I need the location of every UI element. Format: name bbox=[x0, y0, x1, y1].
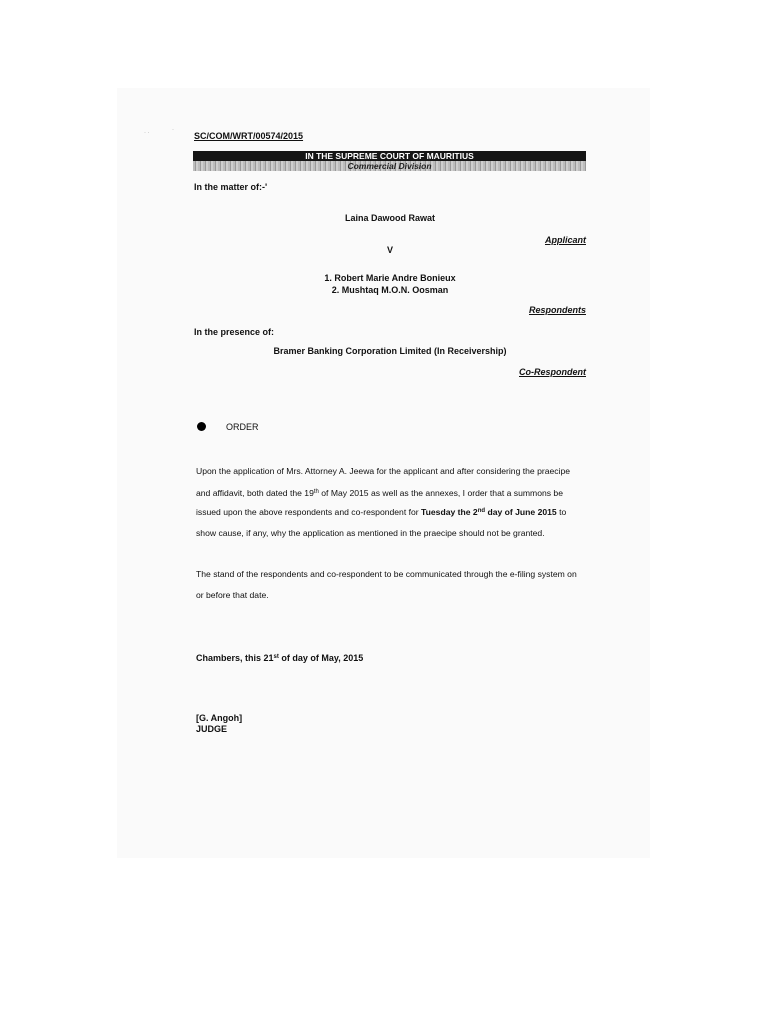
co-respondent-role: Co-Respondent bbox=[519, 367, 586, 377]
co-respondent-name: Bramer Banking Corporation Limited (In Receivership) bbox=[273, 346, 507, 356]
judge-name: [G. Angoh] bbox=[196, 713, 243, 723]
matter-of-label: In the matter of:-' bbox=[194, 182, 268, 192]
applicant-role: Applicant bbox=[544, 235, 586, 245]
order-line-4: show cause, if any, why the application as mentioned in the praecipe should not be granted. bbox=[196, 528, 545, 538]
order-line-3: issued upon the above respondents and co-respondent for Tuesday the 2nd day of June 2015 to bbox=[196, 507, 567, 517]
judge-title: JUDGE bbox=[196, 724, 228, 734]
respondent-1: 1. Robert Marie Andre Bonieux bbox=[324, 273, 456, 283]
order-line-6: or before that date. bbox=[196, 590, 269, 600]
order-line-5: The stand of the respondents and co-respondent to be communicated through the e-filing system on bbox=[196, 569, 577, 579]
order-line-1: Upon the application of Mrs. Attorney A. Jeewa for the applicant and after considering the praecipe bbox=[196, 466, 571, 476]
versus-label: V bbox=[386, 245, 393, 255]
applicant-name: Laina Dawood Rawat bbox=[344, 213, 435, 223]
chambers-date: Chambers, this 21st of day of May, 2015 bbox=[196, 653, 364, 663]
court-title: IN THE SUPREME COURT OF MAURITIUS bbox=[193, 151, 586, 161]
respondent-2: 2. Mushtaq M.O.N. Oosman bbox=[331, 285, 449, 295]
case-number: SC/COM/WRT/00574/2015 bbox=[194, 131, 304, 141]
court-division: Commercial Division bbox=[193, 161, 586, 171]
respondents-role: Respondents bbox=[528, 305, 586, 315]
order-heading: ORDER bbox=[226, 422, 259, 432]
bullet-icon bbox=[197, 422, 206, 431]
presence-label: In the presence of: bbox=[194, 327, 275, 337]
scan-speck: · · bbox=[144, 130, 150, 136]
order-line-2: and affidavit, both dated the 19th of May 2015 as well as the annexes, I order that a summons be bbox=[196, 488, 563, 498]
scan-speck: · bbox=[172, 127, 174, 133]
court-banner bbox=[193, 151, 586, 171]
